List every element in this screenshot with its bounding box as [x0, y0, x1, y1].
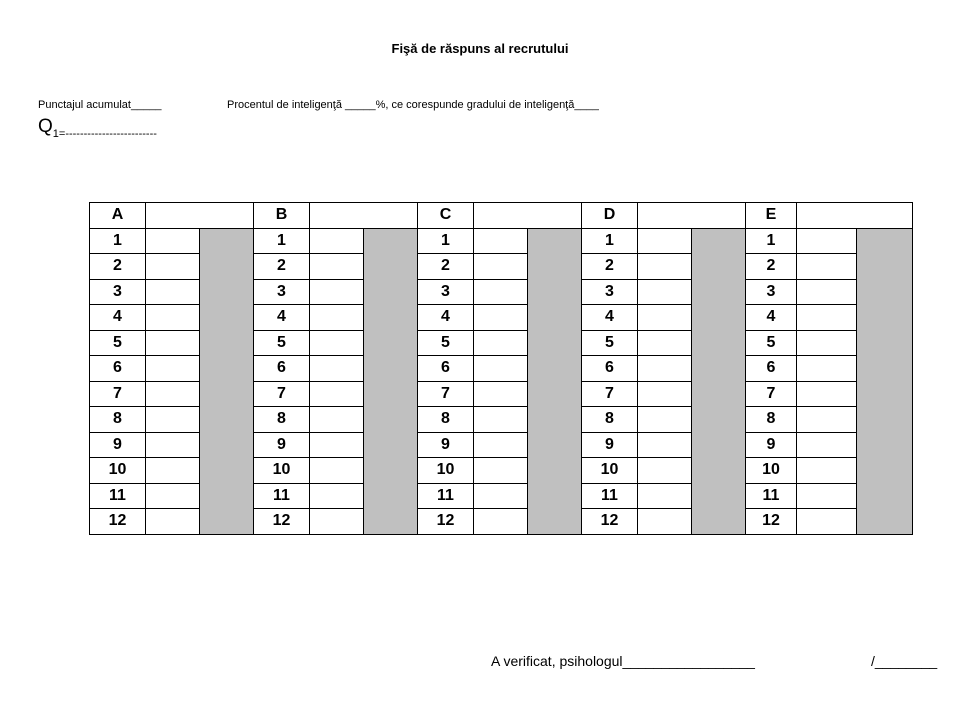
question-number-b: 11: [254, 483, 310, 509]
column-header-a: A: [90, 203, 146, 229]
answer-cell-d[interactable]: [638, 483, 692, 509]
column-header-blank-e: [797, 203, 913, 229]
question-number-e: 11: [746, 483, 797, 509]
answer-cell-b[interactable]: [310, 305, 364, 331]
question-number-e: 8: [746, 407, 797, 433]
question-number-e: 2: [746, 254, 797, 280]
question-number-b: 2: [254, 254, 310, 280]
answer-cell-c[interactable]: [474, 330, 528, 356]
question-number-b: 6: [254, 356, 310, 382]
question-number-e: 10: [746, 458, 797, 484]
answer-cell-d[interactable]: [638, 381, 692, 407]
question-number-d: 7: [582, 381, 638, 407]
column-header-b: B: [254, 203, 310, 229]
shaded-separator-c: [528, 228, 582, 534]
answer-cell-a[interactable]: [146, 381, 200, 407]
question-number-d: 3: [582, 279, 638, 305]
q-letter: Q: [38, 116, 53, 137]
date-signature-line: /________: [871, 653, 938, 669]
shaded-separator-b: [364, 228, 418, 534]
answer-cell-e[interactable]: [797, 432, 857, 458]
question-number-d: 4: [582, 305, 638, 331]
shaded-separator-d: [692, 228, 746, 534]
answer-cell-e[interactable]: [797, 279, 857, 305]
answer-cell-c[interactable]: [474, 254, 528, 280]
answer-cell-c[interactable]: [474, 483, 528, 509]
question-number-e: 1: [746, 228, 797, 254]
answer-cell-e[interactable]: [797, 407, 857, 433]
answer-cell-d[interactable]: [638, 407, 692, 433]
question-number-a: 8: [90, 407, 146, 433]
answer-cell-a[interactable]: [146, 407, 200, 433]
question-number-e: 12: [746, 509, 797, 535]
column-header-blank-b: [310, 203, 418, 229]
answer-cell-a[interactable]: [146, 228, 200, 254]
question-number-a: 10: [90, 458, 146, 484]
answer-cell-d[interactable]: [638, 305, 692, 331]
question-number-b: 10: [254, 458, 310, 484]
answer-cell-d[interactable]: [638, 458, 692, 484]
question-number-c: 3: [418, 279, 474, 305]
question-number-c: 12: [418, 509, 474, 535]
answer-cell-e[interactable]: [797, 330, 857, 356]
question-number-c: 4: [418, 305, 474, 331]
answer-cell-d[interactable]: [638, 228, 692, 254]
question-number-b: 4: [254, 305, 310, 331]
answer-cell-c[interactable]: [474, 407, 528, 433]
q-score-line: [38, 116, 157, 140]
answer-cell-c[interactable]: [474, 356, 528, 382]
answer-cell-b[interactable]: [310, 228, 364, 254]
answer-cell-d[interactable]: [638, 509, 692, 535]
answer-cell-e[interactable]: [797, 509, 857, 535]
question-number-a: 1: [90, 228, 146, 254]
answer-cell-e[interactable]: [797, 381, 857, 407]
question-number-d: 8: [582, 407, 638, 433]
question-number-b: 5: [254, 330, 310, 356]
question-number-d: 1: [582, 228, 638, 254]
question-number-a: 9: [90, 432, 146, 458]
question-number-e: 9: [746, 432, 797, 458]
answer-cell-e[interactable]: [797, 458, 857, 484]
column-header-c: C: [418, 203, 474, 229]
question-number-a: 7: [90, 381, 146, 407]
answer-cell-b[interactable]: [310, 279, 364, 305]
answer-cell-e[interactable]: [797, 483, 857, 509]
answer-cell-c[interactable]: [474, 509, 528, 535]
answer-cell-a[interactable]: [146, 356, 200, 382]
grid-header-row: [90, 203, 913, 229]
question-number-c: 1: [418, 228, 474, 254]
column-header-d: D: [582, 203, 638, 229]
answer-cell-b[interactable]: [310, 356, 364, 382]
question-number-e: 4: [746, 305, 797, 331]
answer-cell-b[interactable]: [310, 432, 364, 458]
answer-cell-d[interactable]: [638, 356, 692, 382]
answer-cell-a[interactable]: [146, 458, 200, 484]
shaded-separator-a: [200, 228, 254, 534]
answer-cell-d[interactable]: [638, 279, 692, 305]
answer-cell-a[interactable]: [146, 330, 200, 356]
shaded-separator-e: [857, 228, 913, 534]
question-number-c: 6: [418, 356, 474, 382]
question-number-e: 3: [746, 279, 797, 305]
answer-cell-e[interactable]: [797, 228, 857, 254]
answer-cell-c[interactable]: [474, 381, 528, 407]
question-number-d: 10: [582, 458, 638, 484]
question-number-b: 9: [254, 432, 310, 458]
question-number-a: 4: [90, 305, 146, 331]
question-number-d: 6: [582, 356, 638, 382]
question-number-e: 5: [746, 330, 797, 356]
question-number-a: 12: [90, 509, 146, 535]
answer-cell-c[interactable]: [474, 305, 528, 331]
answer-cell-c[interactable]: [474, 228, 528, 254]
question-number-d: 11: [582, 483, 638, 509]
question-number-a: 11: [90, 483, 146, 509]
question-number-b: 8: [254, 407, 310, 433]
question-number-b: 1: [254, 228, 310, 254]
answer-grid: [89, 202, 913, 535]
answer-cell-c[interactable]: [474, 458, 528, 484]
answer-cell-a[interactable]: [146, 254, 200, 280]
question-number-a: 3: [90, 279, 146, 305]
answer-cell-c[interactable]: [474, 279, 528, 305]
question-number-d: 12: [582, 509, 638, 535]
answer-cell-b[interactable]: [310, 330, 364, 356]
answer-cell-b[interactable]: [310, 483, 364, 509]
column-header-blank-c: [474, 203, 582, 229]
answer-cell-c[interactable]: [474, 432, 528, 458]
question-number-b: 3: [254, 279, 310, 305]
question-number-e: 6: [746, 356, 797, 382]
accumulated-score-label: Punctajul acumulat_____: [38, 99, 162, 111]
sheet-title: Fişă de răspuns al recrutului: [391, 41, 569, 56]
answer-cell-a[interactable]: [146, 432, 200, 458]
answer-cell-e[interactable]: [797, 254, 857, 280]
answer-cell-b[interactable]: [310, 407, 364, 433]
answer-cell-a[interactable]: [146, 483, 200, 509]
answer-cell-e[interactable]: [797, 356, 857, 382]
question-number-d: 9: [582, 432, 638, 458]
answer-cell-b[interactable]: [310, 458, 364, 484]
question-number-c: 11: [418, 483, 474, 509]
answer-cell-e[interactable]: [797, 305, 857, 331]
table-row: [90, 228, 913, 254]
question-number-a: 5: [90, 330, 146, 356]
question-number-a: 2: [90, 254, 146, 280]
question-number-d: 2: [582, 254, 638, 280]
question-number-c: 8: [418, 407, 474, 433]
answer-cell-a[interactable]: [146, 509, 200, 535]
question-number-a: 6: [90, 356, 146, 382]
answer-cell-d[interactable]: [638, 432, 692, 458]
intelligence-percent-label: Procentul de inteligenţă _____%, ce corespunde gradului de inteligenţă____: [227, 99, 599, 111]
question-number-c: 2: [418, 254, 474, 280]
question-number-e: 7: [746, 381, 797, 407]
answer-cell-b[interactable]: [310, 509, 364, 535]
answer-cell-b[interactable]: [310, 254, 364, 280]
question-number-b: 12: [254, 509, 310, 535]
answer-cell-a[interactable]: [146, 279, 200, 305]
answer-cell-b[interactable]: [310, 381, 364, 407]
question-number-c: 7: [418, 381, 474, 407]
column-header-e: E: [746, 203, 797, 229]
question-number-b: 7: [254, 381, 310, 407]
column-header-blank-a: [146, 203, 254, 229]
column-header-blank-d: [638, 203, 746, 229]
question-number-d: 5: [582, 330, 638, 356]
question-number-c: 5: [418, 330, 474, 356]
question-number-c: 10: [418, 458, 474, 484]
answer-cell-d[interactable]: [638, 330, 692, 356]
verified-by-psychologist: A verificat, psihologul_________________: [491, 653, 755, 669]
question-number-c: 9: [418, 432, 474, 458]
answer-cell-a[interactable]: [146, 305, 200, 331]
q-subscript: 1=-------------------------: [52, 128, 157, 140]
answer-cell-d[interactable]: [638, 254, 692, 280]
